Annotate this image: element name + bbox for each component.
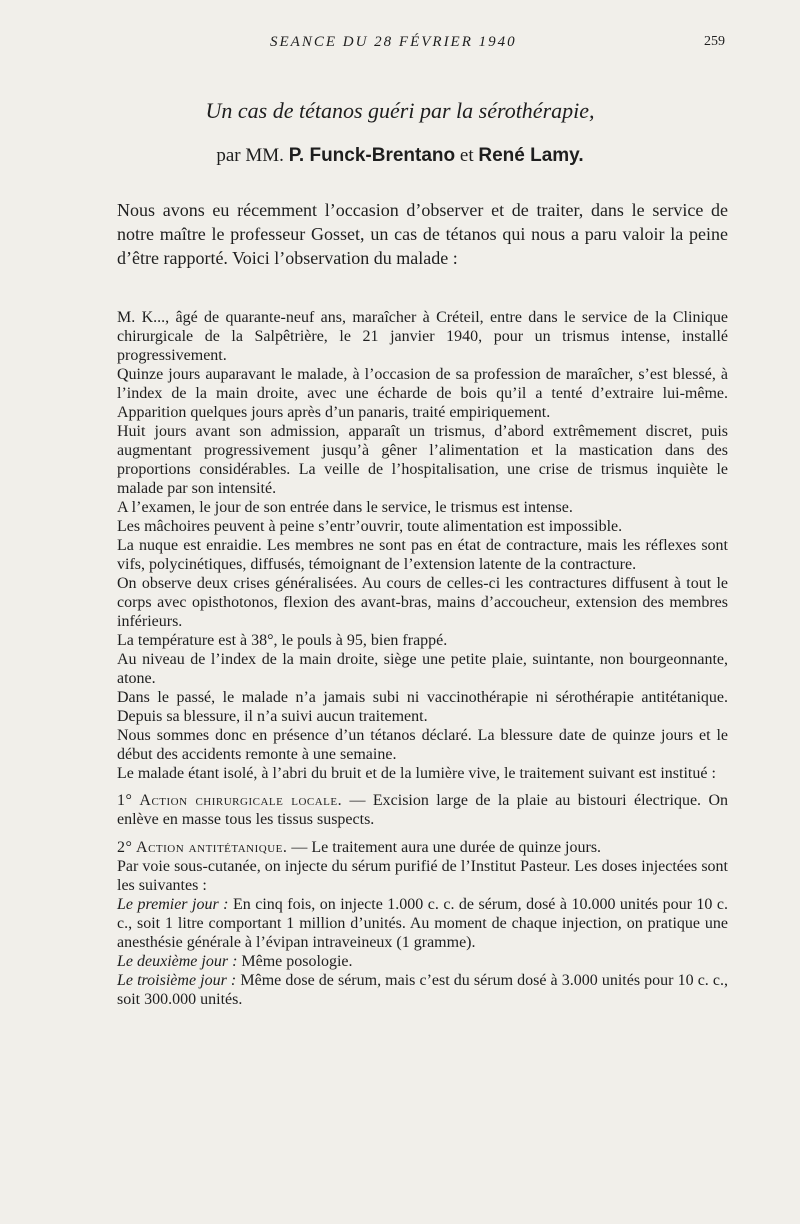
spacer bbox=[117, 783, 728, 791]
observation-paragraph: M. K..., âgé de quarante-neuf ans, maraîcher à Créteil, entre dans le service de la Clinique chirurgicale de la Salpêtrière, le 21 janvier 1940, pour un trismus intense, installé progressivement. bbox=[117, 309, 728, 364]
day-2-label: Le deuxième jour : bbox=[117, 953, 238, 970]
day-3-text: Même dose de sérum, mais c’est du sérum dosé à 3.000 unités pour 10 c. c., soit 300.000 unités. bbox=[117, 972, 729, 1008]
day-3-paragraph bbox=[117, 971, 728, 1009]
section-1 bbox=[117, 791, 728, 829]
spacer bbox=[117, 829, 728, 838]
day-2-text: Même posologie. bbox=[237, 953, 353, 970]
observation-paragraph: Le malade étant isolé, à l’abri du bruit et de la lumière vive, le traitement suivant est institué : bbox=[117, 765, 716, 782]
article-title: Un cas de tétanos guéri par la sérothérapie, bbox=[205, 98, 595, 123]
day-1-label: Le premier jour : bbox=[117, 896, 229, 913]
observation-paragraph: Nous sommes donc en présence d’un tétanos déclaré. La blessure date de quinze jours et le début des accidents remonte à une semaine. bbox=[117, 727, 728, 763]
observation-paragraph: Au niveau de l’index de la main droite, siège une petite plaie, suintante, non bourgeonnante, atone. bbox=[117, 651, 728, 687]
byline bbox=[0, 145, 800, 167]
intro-paragraph bbox=[117, 198, 728, 270]
observation-paragraph: A l’examen, le jour de son entrée dans le service, le trismus est intense. bbox=[117, 499, 573, 516]
article-body bbox=[117, 308, 728, 1009]
observation-paragraph: On observe deux crises généralisées. Au cours de celles-ci les contractures diffusent à tout le corps avec opisthotonos, flexion des avant-bras, mains d’accoucheur, extension des membres inférieurs. bbox=[117, 575, 728, 630]
page-number: 259 bbox=[704, 34, 725, 49]
section-1-text: — Excision large de la plaie au bistouri électrique. On enlève en masse tous les tissus suspects. bbox=[117, 792, 728, 828]
day-2-paragraph bbox=[117, 952, 728, 971]
author-2: René Lamy. bbox=[478, 145, 584, 166]
observation-paragraph: La température est à 38°, le pouls à 95, bien frappé. bbox=[117, 632, 448, 649]
observation-paragraph: La nuque est enraidie. Les membres ne sont pas en état de contracture, mais les réflexes sont vifs, polycinétiques, diffusés, témoignant de l’extension latente de la contracture. bbox=[117, 537, 728, 573]
byline-prefix: par MM. bbox=[216, 145, 289, 166]
running-header bbox=[0, 34, 800, 56]
byline-and: et bbox=[455, 145, 479, 166]
section-2-heading: 2° Action antitétanique. bbox=[117, 839, 288, 856]
observation-paragraph: Les mâchoires peuvent à peine s’entr’ouvrir, toute alimentation est impossible. bbox=[117, 518, 623, 535]
section-1-heading: 1° Action chirurgicale locale. bbox=[117, 792, 343, 809]
running-title: SEANCE DU 28 FÉVRIER 1940 bbox=[270, 34, 517, 50]
section-2-text: — Le traitement aura une durée de quinze jours. bbox=[287, 839, 602, 856]
intro-text: Nous avons eu récemment l’occasion d’observer et de traiter, dans le service de notre maître le professeur Gosset, un cas de tétanos qui nous a paru valoir la peine d’être rapporté. Voici l’observation du malade : bbox=[117, 200, 728, 268]
day-3-label: Le troisième jour : bbox=[117, 972, 237, 989]
day-1-text: En cinq fois, on injecte 1.000 c. c. de sérum, dosé à 10.000 unités pour 10 c. c., soit 1 litre comportant 1 million d’unités. Au moment de chaque injection, on pratique une anesthésie générale à l’évipan intraveineux (1 gramme). bbox=[117, 896, 729, 951]
observation-paragraph: Dans le passé, le malade n’a jamais subi ni vaccinothérapie ni sérothérapie antitétanique. Depuis sa blessure, il n’a suivi aucun traitement. bbox=[117, 689, 728, 725]
author-1: P. Funck-Brentano bbox=[288, 145, 456, 166]
day-1-paragraph bbox=[117, 895, 728, 952]
section-2 bbox=[117, 838, 728, 857]
observation-paragraph: Quinze jours auparavant le malade, à l’occasion de sa profession de maraîcher, s’est blessé, à l’index de la main droite, avec une écharde de bois qu’il a tenté d’extraire lui-même. Apparition quelques jours après d’un panaris, traité empiriquement. bbox=[117, 366, 728, 421]
observation-paragraph: Huit jours avant son admission, apparaît un trismus, d’abord extrêmement discret, puis augmentant progressivement jusqu’à gêner l’alimentation et la mastication dans des proportions considérables. La veille de l’hospitalisation, une crise de trismus inquiète le malade par son intensité. bbox=[117, 423, 728, 497]
section-2-paragraph: Par voie sous-cutanée, on injecte du sérum purifié de l’Institut Pasteur. Les doses injectées sont les suivantes : bbox=[117, 858, 728, 894]
